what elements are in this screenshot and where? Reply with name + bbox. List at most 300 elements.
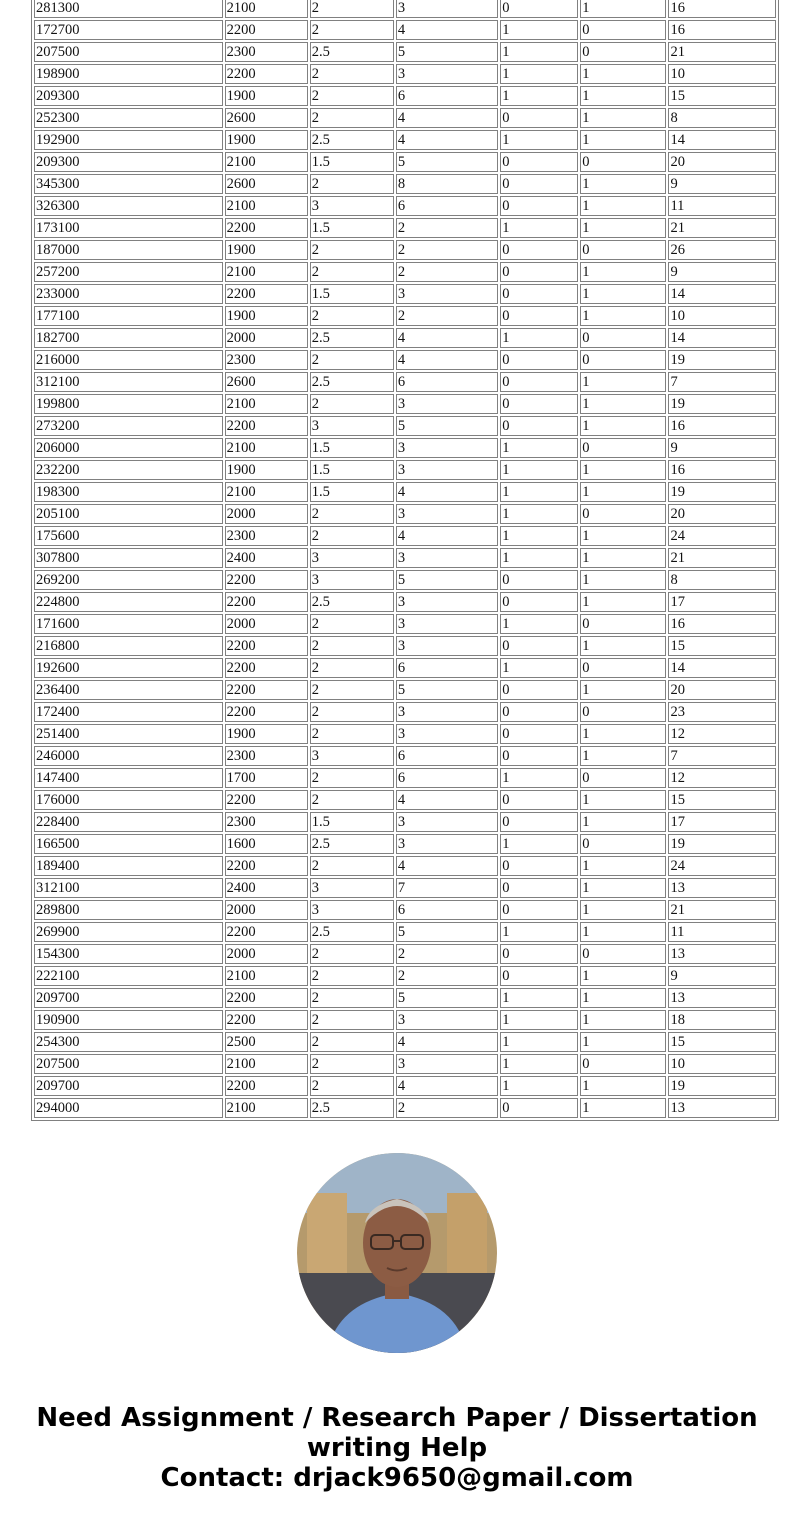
table-row [34, 1010, 776, 1030]
table-cell: 228400 [34, 812, 223, 832]
table-cell: 3 [396, 548, 498, 568]
table-cell: 3 [396, 636, 498, 656]
table-cell: 10 [668, 64, 776, 84]
table-cell: 2 [396, 240, 498, 260]
table-row [34, 306, 776, 326]
table-row [34, 196, 776, 216]
table-cell: 2200 [225, 790, 308, 810]
table-cell: 172700 [34, 20, 223, 40]
table-cell: 0 [580, 658, 666, 678]
table-row [34, 944, 776, 964]
table-cell: 222100 [34, 966, 223, 986]
table-cell: 0 [580, 438, 666, 458]
table-cell: 0 [500, 416, 578, 436]
table-cell: 2100 [225, 1054, 308, 1074]
cta-contact: Contact: drjack9650@gmail.com [160, 1463, 634, 1493]
table-cell: 0 [500, 944, 578, 964]
table-cell: 2 [310, 658, 394, 678]
table-cell: 0 [500, 240, 578, 260]
table-cell: 9 [668, 262, 776, 282]
table-cell: 1 [580, 372, 666, 392]
table-cell: 207500 [34, 42, 223, 62]
table-cell: 17 [668, 592, 776, 612]
table-cell: 236400 [34, 680, 223, 700]
table-cell: 209300 [34, 152, 223, 172]
table-cell: 16 [668, 614, 776, 634]
table-cell: 3 [396, 702, 498, 722]
table-cell: 1 [580, 636, 666, 656]
table-cell: 26 [668, 240, 776, 260]
table-cell: 0 [580, 152, 666, 172]
table-row [34, 0, 776, 18]
table-cell: 0 [500, 746, 578, 766]
table-cell: 2 [310, 768, 394, 788]
table-cell: 251400 [34, 724, 223, 744]
table-cell: 166500 [34, 834, 223, 854]
table-cell: 2000 [225, 504, 308, 524]
table-cell: 20 [668, 152, 776, 172]
table-cell: 0 [500, 174, 578, 194]
table-cell: 3 [396, 724, 498, 744]
table-cell: 2200 [225, 702, 308, 722]
table-row [34, 900, 776, 920]
table-body [34, 0, 776, 1118]
table-cell: 1 [500, 834, 578, 854]
table-cell: 0 [580, 944, 666, 964]
table-cell: 0 [500, 1098, 578, 1118]
table-cell: 1 [580, 966, 666, 986]
table-cell: 1 [580, 108, 666, 128]
table-cell: 2 [310, 724, 394, 744]
table-cell: 177100 [34, 306, 223, 326]
table-cell: 175600 [34, 526, 223, 546]
table-cell: 16 [668, 460, 776, 480]
table-cell: 12 [668, 768, 776, 788]
table-cell: 1 [500, 86, 578, 106]
table-cell: 1 [500, 658, 578, 678]
table-row [34, 526, 776, 546]
table-row [34, 636, 776, 656]
table-cell: 3 [396, 834, 498, 854]
table-cell: 3 [396, 284, 498, 304]
table-cell: 1 [500, 460, 578, 480]
table-cell: 192600 [34, 658, 223, 678]
table-cell: 4 [396, 1032, 498, 1052]
table-cell: 269200 [34, 570, 223, 590]
table-row [34, 1054, 776, 1074]
table-cell: 1 [580, 64, 666, 84]
table-cell: 1 [580, 218, 666, 238]
table-cell: 190900 [34, 1010, 223, 1030]
table-cell: 1 [500, 548, 578, 568]
table-cell: 4 [396, 130, 498, 150]
table-cell: 6 [396, 372, 498, 392]
table-cell: 1 [500, 482, 578, 502]
cta-subheadline: writing Help [306, 1433, 488, 1463]
table-cell: 5 [396, 42, 498, 62]
table-cell: 4 [396, 350, 498, 370]
table-cell: 176000 [34, 790, 223, 810]
table-cell: 2 [310, 526, 394, 546]
table-cell: 0 [500, 878, 578, 898]
table-cell: 2 [310, 614, 394, 634]
author-avatar [297, 1153, 497, 1353]
table-cell: 5 [396, 922, 498, 942]
table-row [34, 834, 776, 854]
table-cell: 1 [500, 438, 578, 458]
table-row [34, 460, 776, 480]
table-cell: 2200 [225, 218, 308, 238]
table-cell: 9 [668, 174, 776, 194]
table-cell: 7 [396, 878, 498, 898]
table-cell: 0 [500, 856, 578, 876]
table-cell: 2000 [225, 328, 308, 348]
table-cell: 20 [668, 504, 776, 524]
table-cell: 1 [580, 1098, 666, 1118]
table-cell: 2500 [225, 1032, 308, 1052]
table-cell: 2100 [225, 0, 308, 18]
table-cell: 15 [668, 790, 776, 810]
table-cell: 4 [396, 526, 498, 546]
table-cell: 205100 [34, 504, 223, 524]
table-cell: 2 [310, 64, 394, 84]
table-cell: 1900 [225, 724, 308, 744]
table-cell: 192900 [34, 130, 223, 150]
table-cell: 3 [396, 394, 498, 414]
table-cell: 2200 [225, 592, 308, 612]
table-cell: 2.5 [310, 834, 394, 854]
table-cell: 1 [580, 416, 666, 436]
table-cell: 1.5 [310, 284, 394, 304]
table-cell: 2 [310, 108, 394, 128]
table-cell: 2 [310, 636, 394, 656]
table-cell: 2200 [225, 680, 308, 700]
table-cell: 3 [396, 812, 498, 832]
table-cell: 0 [580, 350, 666, 370]
table-cell: 2 [310, 944, 394, 964]
table-cell: 254300 [34, 1032, 223, 1052]
table-cell: 198900 [34, 64, 223, 84]
table-cell: 0 [500, 966, 578, 986]
table-cell: 2200 [225, 658, 308, 678]
table-cell: 3 [396, 504, 498, 524]
table-cell: 1 [500, 768, 578, 788]
table-row [34, 130, 776, 150]
table-row [34, 416, 776, 436]
table-cell: 21 [668, 548, 776, 568]
table-cell: 0 [580, 1054, 666, 1074]
table-cell: 0 [500, 680, 578, 700]
table-cell: 10 [668, 306, 776, 326]
table-cell: 1 [580, 0, 666, 18]
table-cell: 1 [580, 482, 666, 502]
table-cell: 2.5 [310, 328, 394, 348]
table-row [34, 878, 776, 898]
table-cell: 2 [396, 218, 498, 238]
table-cell: 2 [310, 1054, 394, 1074]
table-cell: 1 [580, 856, 666, 876]
table-cell: 1900 [225, 130, 308, 150]
table-cell: 4 [396, 482, 498, 502]
table-cell: 6 [396, 196, 498, 216]
table-cell: 2000 [225, 900, 308, 920]
contact-banner [0, 1403, 794, 1493]
table-cell: 1900 [225, 306, 308, 326]
table-cell: 312100 [34, 878, 223, 898]
table-cell: 1 [580, 592, 666, 612]
table-cell: 9 [668, 438, 776, 458]
table-cell: 2000 [225, 944, 308, 964]
table-row [34, 724, 776, 744]
table-cell: 0 [500, 812, 578, 832]
table-cell: 2100 [225, 1098, 308, 1118]
table-cell: 1 [580, 1010, 666, 1030]
table-cell: 0 [500, 592, 578, 612]
table-cell: 2 [310, 702, 394, 722]
table-cell: 0 [500, 0, 578, 18]
table-row [34, 218, 776, 238]
table-cell: 18 [668, 1010, 776, 1030]
table-cell: 15 [668, 636, 776, 656]
table-cell: 2100 [225, 482, 308, 502]
table-cell: 182700 [34, 328, 223, 348]
author-portrait-icon [297, 1153, 497, 1353]
table-cell: 0 [580, 702, 666, 722]
table-cell: 2300 [225, 42, 308, 62]
table-cell: 2 [310, 306, 394, 326]
table-row [34, 372, 776, 392]
table-row [34, 174, 776, 194]
table-cell: 16 [668, 20, 776, 40]
table-cell: 3 [396, 460, 498, 480]
table-cell: 1 [500, 526, 578, 546]
table-cell: 2600 [225, 174, 308, 194]
table-cell: 3 [310, 548, 394, 568]
table-cell: 5 [396, 988, 498, 1008]
table-cell: 281300 [34, 0, 223, 18]
table-cell: 0 [500, 108, 578, 128]
table-cell: 3 [310, 878, 394, 898]
table-cell: 2 [310, 0, 394, 18]
table-cell: 1 [500, 218, 578, 238]
table-cell: 0 [500, 702, 578, 722]
table-row [34, 152, 776, 172]
cta-headline: Need Assignment / Research Paper / Dissertation [36, 1403, 758, 1433]
table-cell: 3 [396, 592, 498, 612]
table-cell: 187000 [34, 240, 223, 260]
table-cell: 1 [580, 460, 666, 480]
table-cell: 2200 [225, 856, 308, 876]
table-cell: 0 [500, 196, 578, 216]
table-cell: 24 [668, 856, 776, 876]
table-cell: 2 [310, 856, 394, 876]
table-cell: 257200 [34, 262, 223, 282]
data-table [31, 0, 779, 1121]
table-cell: 1 [580, 284, 666, 304]
table-row [34, 856, 776, 876]
table-cell: 1900 [225, 240, 308, 260]
table-cell: 273200 [34, 416, 223, 436]
table-cell: 0 [500, 900, 578, 920]
table-row [34, 482, 776, 502]
table-cell: 2200 [225, 284, 308, 304]
table-cell: 2.5 [310, 922, 394, 942]
table-row [34, 108, 776, 128]
table-cell: 2300 [225, 350, 308, 370]
table-cell: 4 [396, 856, 498, 876]
table-cell: 3 [396, 614, 498, 634]
table-cell: 5 [396, 570, 498, 590]
table-row [34, 988, 776, 1008]
table-cell: 1 [580, 548, 666, 568]
table-cell: 2 [310, 350, 394, 370]
table-cell: 13 [668, 944, 776, 964]
table-cell: 12 [668, 724, 776, 744]
table-cell: 2.5 [310, 1098, 394, 1118]
table-cell: 2100 [225, 196, 308, 216]
table-cell: 269900 [34, 922, 223, 942]
table-cell: 1 [580, 394, 666, 414]
table-cell: 233000 [34, 284, 223, 304]
table-cell: 2600 [225, 372, 308, 392]
table-cell: 19 [668, 482, 776, 502]
table-cell: 8 [668, 108, 776, 128]
table-cell: 0 [580, 834, 666, 854]
table-cell: 2300 [225, 746, 308, 766]
table-cell: 2 [310, 504, 394, 524]
table-cell: 2400 [225, 548, 308, 568]
table-cell: 2200 [225, 416, 308, 436]
table-cell: 16 [668, 416, 776, 436]
table-cell: 1 [500, 1076, 578, 1096]
table-cell: 171600 [34, 614, 223, 634]
table-cell: 0 [500, 152, 578, 172]
table-cell: 1 [580, 1076, 666, 1096]
table-cell: 312100 [34, 372, 223, 392]
table-cell: 0 [500, 636, 578, 656]
table-cell: 289800 [34, 900, 223, 920]
table-cell: 13 [668, 878, 776, 898]
table-cell: 9 [668, 966, 776, 986]
table-cell: 1 [580, 526, 666, 546]
table-cell: 11 [668, 196, 776, 216]
table-row [34, 504, 776, 524]
table-cell: 3 [310, 570, 394, 590]
table-cell: 3 [396, 0, 498, 18]
table-cell: 2 [310, 790, 394, 810]
table-cell: 0 [500, 372, 578, 392]
table-cell: 1 [580, 900, 666, 920]
table-cell: 1 [580, 724, 666, 744]
table-cell: 199800 [34, 394, 223, 414]
table-row [34, 240, 776, 260]
table-row [34, 768, 776, 788]
table-cell: 3 [310, 900, 394, 920]
table-cell: 1 [500, 1054, 578, 1074]
table-cell: 326300 [34, 196, 223, 216]
table-cell: 2 [310, 20, 394, 40]
table-cell: 13 [668, 988, 776, 1008]
table-cell: 209700 [34, 988, 223, 1008]
table-cell: 7 [668, 746, 776, 766]
table-row [34, 790, 776, 810]
table-cell: 2200 [225, 922, 308, 942]
table-cell: 2 [310, 680, 394, 700]
table-cell: 14 [668, 130, 776, 150]
table-cell: 0 [580, 614, 666, 634]
table-cell: 20 [668, 680, 776, 700]
table-row [34, 922, 776, 942]
table-cell: 172400 [34, 702, 223, 722]
table-cell: 1 [580, 570, 666, 590]
table-cell: 1 [500, 64, 578, 84]
table-cell: 4 [396, 20, 498, 40]
table-cell: 1 [500, 1032, 578, 1052]
table-cell: 1 [500, 1010, 578, 1030]
table-cell: 3 [396, 1054, 498, 1074]
table-cell: 0 [580, 504, 666, 524]
table-cell: 216800 [34, 636, 223, 656]
table-cell: 24 [668, 526, 776, 546]
table-cell: 2100 [225, 394, 308, 414]
table-cell: 0 [500, 394, 578, 414]
table-cell: 0 [500, 790, 578, 810]
table-cell: 0 [500, 724, 578, 744]
table-row [34, 812, 776, 832]
table-cell: 5 [396, 152, 498, 172]
table-cell: 14 [668, 328, 776, 348]
table-cell: 2 [310, 1032, 394, 1052]
table-row [34, 592, 776, 612]
table-cell: 1 [500, 130, 578, 150]
table-row [34, 42, 776, 62]
table-cell: 3 [396, 64, 498, 84]
table-row [34, 438, 776, 458]
table-cell: 0 [580, 240, 666, 260]
table-row [34, 570, 776, 590]
table-cell: 2 [310, 1010, 394, 1030]
table-cell: 0 [500, 350, 578, 370]
table-cell: 189400 [34, 856, 223, 876]
table-cell: 2 [396, 306, 498, 326]
table-cell: 2100 [225, 438, 308, 458]
table-cell: 6 [396, 768, 498, 788]
table-row [34, 284, 776, 304]
table-cell: 206000 [34, 438, 223, 458]
table-cell: 0 [580, 42, 666, 62]
table-row [34, 20, 776, 40]
table-cell: 4 [396, 1076, 498, 1096]
table-cell: 8 [668, 570, 776, 590]
table-cell: 1 [500, 922, 578, 942]
table-cell: 209700 [34, 1076, 223, 1096]
table-cell: 2200 [225, 570, 308, 590]
table-cell: 1 [580, 988, 666, 1008]
table-cell: 16 [668, 0, 776, 18]
table-cell: 21 [668, 900, 776, 920]
table-cell: 252300 [34, 108, 223, 128]
table-cell: 1 [580, 746, 666, 766]
table-cell: 1 [580, 174, 666, 194]
table-cell: 19 [668, 834, 776, 854]
table-cell: 216000 [34, 350, 223, 370]
table-row [34, 658, 776, 678]
table-cell: 2.5 [310, 592, 394, 612]
table-cell: 19 [668, 394, 776, 414]
table-cell: 2 [310, 1076, 394, 1096]
table-cell: 13 [668, 1098, 776, 1118]
table-cell: 1.5 [310, 482, 394, 502]
